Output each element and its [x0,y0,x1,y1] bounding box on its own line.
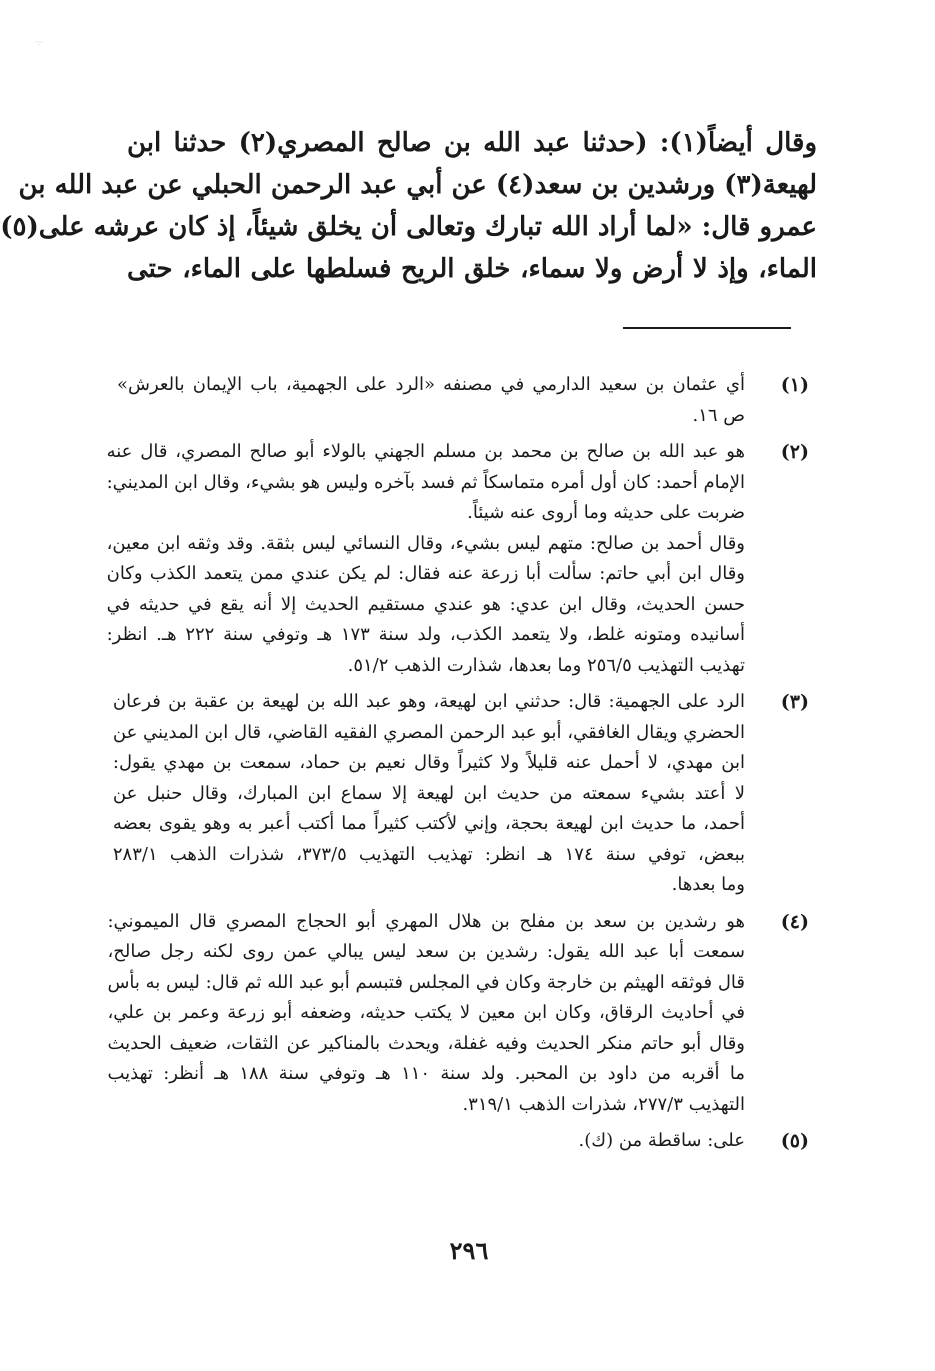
scan-artifact-mark: ·:· [35,38,43,47]
footnote-line: ابن مهدي، لا أحمل عنه قليلاً ولا كثيراً وقال نعيم بن حماد، سمعت بن مهدي يقول: [112,752,745,773]
footnotes-section [106,370,817,1163]
footnote-5 [117,1126,817,1157]
footnote-line: أي عثمان بن سعيد الدارمي في مصنفه «الرد على الجهمية، باب الإيمان بالعرش» [117,374,745,395]
footnote-number: (٣) [780,691,809,713]
footnote-body [107,437,745,681]
footnote-line: وقال أحمد بن صالح: متهم ليس بشيء، وقال النسائي ليس بثقة. وقد وثقه ابن معين، [106,532,745,554]
main-text-line: وقال أيضاً(١): (حدثنا عبد الله بن صالح المصري(٢) حدثنا ابن [127,128,817,158]
footnote-number: (٢) [780,441,809,463]
footnote-line: في أحاديث الرقاق، وكان ابن معين لا يكتب حديثه، وضعفه أبو زرعة وعمر بن علي، [107,1002,745,1023]
footnote-body [117,370,745,431]
footnote-line: لا أعتد بشيء سمعته من حديث ابن لهيعة إلا سماع ابن المبارك، وقال حنبل عن [112,782,745,804]
footnote-3 [112,687,817,901]
footnote-separator-rule [623,327,791,329]
footnote-line: الرد على الجهمية: قال: حدثني ابن لهيعة، وهو عبد الله بن لهيعة بن عقبة بن فرعان [112,691,745,712]
footnote-line: ضربت على حديثه وما أروى عنه شيئاً. [467,502,745,523]
main-text-line: عمرو قال: «لما أراد الله تبارك وتعالى أن يخلق شيئاً، إذ كان عرشه على(٥) [0,212,817,242]
footnote-line: وما بعدها. [671,874,745,895]
footnote-line: سمعت أبا عبد الله يقول: رشدين بن سعد ليس يبالي عمن روى لكنه رجل صالح، [107,941,745,962]
footnote-number: (٥) [780,1130,809,1152]
footnote-line: وقال ابن أبي حاتم: سألت أبا زرعة عنه فقال: لم يكن عندي ممن يتعمد الكذب وكان [106,563,745,584]
footnote-4 [107,907,817,1121]
footnote-line: هو عبد الله بن صالح بن محمد بن مسلم الجهني بالولاء أبو صالح المصري، قال عنه [106,441,745,462]
footnote-line: أسانيده ومتونه غلط، ولا يتعمد الكذب، ولد سنة ١٧٣ هـ وتوفي سنة ٢٢٢ هـ. انظر: [106,624,745,645]
footnote-line: حسن الحديث، وقال ابن عدي: هو عندي مستقيم الحديث إلا أنه يقع في حديثه في [106,593,745,615]
footnote-line: ما أقربه من داود بن المحبر. ولد سنة ١١٠ هـ وتوفي سنة ١٨٨ هـ أنظر: تهذيب [107,1063,745,1084]
footnote-line: قال فوثقه الهيثم بن خارجة وكان في المجلس فتبسم أبو عبد الله ثم قال: ليس به بأس [107,971,745,993]
footnote-line: التهذيب ٢٧٧/٣، شذرات الذهب ٣١٩/١. [462,1093,745,1115]
footnote-line: ببعض، توفي سنة ١٧٤ هـ انظر: تهذيب التهذيب ٣٧٣/٥، شذرات الذهب ٢٨٣/١ [112,843,746,865]
footnote-1 [117,370,817,431]
main-text-block [0,122,817,290]
footnote-line: أحمد، ما حديث ابن لهيعة بحجة، وإني لأكتب كثيراً مما أكتب أعبر به وهو يقوى بعضه [112,813,745,834]
footnote-line: الحضري ويقال الغافقي، أبو عبد الرحمن المصري الفقيه القاضي، قال ابن المديني عن [112,721,745,743]
footnote-number: (١) [780,374,809,396]
footnote-line: على: ساقطة من (ك). [578,1130,745,1151]
footnote-2 [106,437,817,681]
footnote-line: الإمام أحمد: كان أول أمره متماسكاً ثم فسد بآخره وليس هو بشيء، وقال ابن المديني: [106,471,745,493]
footnote-line: تهذيب التهذيب ٢٥٦/٥ وما بعدها، شذارت الذهب ٥١/٢. [347,654,745,676]
footnote-line: هو رشدين بن سعد بن مفلح بن هلال المهري أبو الحجاج المصري قال الميموني: [107,910,745,932]
footnote-body [117,1126,745,1157]
footnote-line: ص ١٦. [692,404,745,426]
footnote-body [113,687,745,901]
footnote-number: (٤) [780,910,809,933]
footnote-body [107,907,745,1121]
footnote-line: وقال أبو حاتم منكر الحديث وفيه غفلة، ويحدث بالمناكير عن الثقات، ضعيف الحديث [107,1032,745,1054]
page-number: ٢٩٦ [449,1236,489,1265]
main-text-line: الماء، وإذ لا أرض ولا سماء، خلق الريح فسلطها على الماء، حتى [127,254,817,284]
main-text-line: لهيعة(٣) ورشدين بن سعد(٤) عن أبي عبد الرحمن الحبلي عن عبد الله بن [18,170,817,200]
